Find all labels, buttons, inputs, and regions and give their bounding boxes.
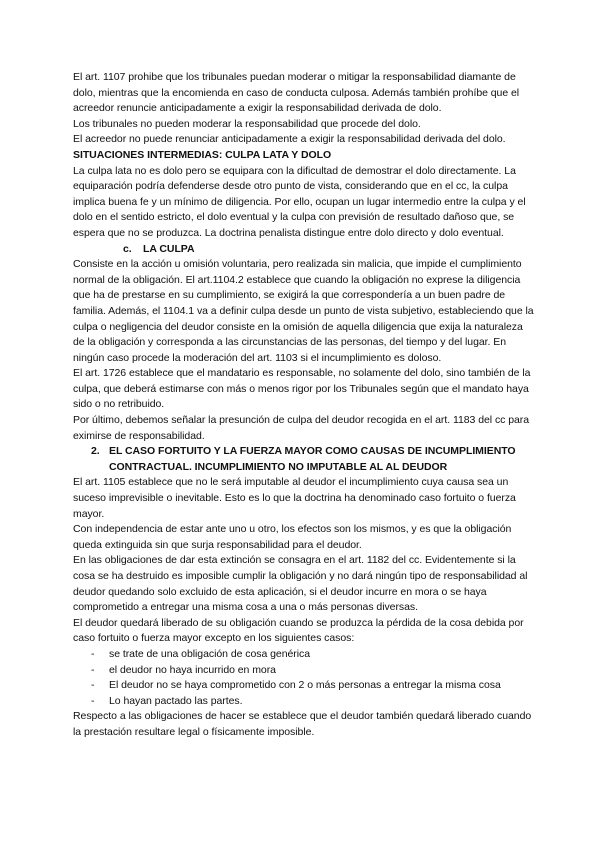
paragraph-tribunales: Los tribunales no pueden moderar la responsabilidad que procede del dolo.	[73, 117, 421, 130]
list-item-text: se trate de una obligación de cosa genérica	[109, 647, 310, 660]
paragraph-obligaciones-hacer: Respecto a las obligaciones de hacer se establece que el deudor también quedará liberado cuando la prestación resultare legal o físicamente imposible.	[73, 710, 532, 738]
heading-la-culpa-marker: c.	[123, 242, 132, 255]
dash-marker: -	[91, 679, 95, 692]
list-item	[73, 663, 534, 679]
paragraph-deudor-liberado: El deudor quedará liberado de su obligación cuando se produzca la pérdida de la cosa debida por caso fortuito o fuerza mayor excepto en los siguientes casos:	[73, 616, 524, 645]
paragraph-presuncion-culpa: Por último, debemos señalar la presunción de culpa del deudor recogida en el art. 1183 del cc para eximirse de responsabilidad.	[73, 414, 530, 442]
list-item-text: El deudor no se haya comprometido con 2 o más personas a entregar la misma cosa	[109, 679, 501, 692]
list-item	[73, 647, 534, 663]
heading-la-culpa	[73, 242, 534, 258]
paragraph-art-1107: El art. 1107 prohibe que los tribunales puedan moderar o mitigar la responsabilidad diamante de dolo, mientras que la encomienda en caso de conducta culposa. Además también prohíbe que el acreedor renuncie anticipadamente a exigir la responsabilidad derivada de dolo.	[73, 71, 520, 115]
heading-la-culpa-title: LA CULPA	[143, 242, 195, 255]
section-2-number: 2.	[91, 445, 100, 458]
dash-marker: -	[91, 694, 95, 707]
paragraph-art-1182: En las obligaciones de dar esta extinción se consagra en el art. 1182 del cc. Evidentemente si la cosa se ha destruido es imposible cumplir la obligación y no dará ningún tipo de responsabilidad al deudor quedando solo excluido de esta aplicación, si el deudor incurre en mora o se haya comprometido a entregar una misma cosa a una o más personas diversas.	[73, 554, 528, 614]
paragraph-art-1726: El art. 1726 establece que el mandatario es responsable, no solamente del dolo, sino también de la culpa, que deberá estimarse con más o menos rigor por los Tribunales según que el mandato haya sido o no retribuido.	[73, 367, 531, 411]
list-item-text: Lo hayan pactado las partes.	[109, 694, 243, 707]
paragraph-culpa-definicion: Consiste en la acción u omisión voluntaria, pero realizada sin malicia, que impide el cumplimiento normal de la obligación. El art.1104.2 establece que cuando la obligación no exprese la diligencia que ha de prestarse en su cumplimiento, se exigirá la que correspondería a un buen padre de familia. Además, el 1104.1 va a definir culpa desde un punto de vista subjetivo, estableciendo que la culpa o negligencia del deudor consiste en la omisión de aquella diligencia que exija la naturaleza de la obligación y corresponda a las circunstancias de las personas, del tiempo y del lugar. En ningún caso procede la moderación del art. 1103 si el incumplimiento es doloso.	[73, 258, 534, 364]
list-item-text: el deudor no haya incurrido en mora	[109, 663, 276, 676]
heading-situaciones-intermedias: SITUACIONES INTERMEDIAS: CULPA LATA Y DOLO	[73, 148, 332, 161]
exceptions-list	[73, 647, 534, 709]
paragraph-art-1105: El art. 1105 establece que no le será imputable al deudor el incumplimiento cuya causa sea un suceso imprevisible o inevitable. Esto es lo que la doctrina ha denominado caso fortuito o fuerza mayor.	[73, 476, 516, 520]
list-item	[73, 694, 534, 710]
heading-section-2	[73, 444, 534, 475]
dash-marker: -	[91, 647, 95, 660]
paragraph-acreedor: El acreedor no puede renunciar anticipadamente a exigir la responsabilidad derivada del dolo.	[73, 133, 506, 146]
section-2-title: EL CASO FORTUITO Y LA FUERZA MAYOR COMO CAUSAS DE INCUMPLIMIENTO CONTRACTUAL. INCUMPLIMIENTO NO IMPUTABLE AL AL DEUDOR	[109, 445, 516, 473]
paragraph-culpa-lata: La culpa lata no es dolo pero se equipara con la dificultad de demostrar el dolo directamente. La equiparación podría defenderse desde otro punto de vista, considerando que en el cc, la culpa implica buena fe y un mínimo de diligencia. Por ello, ocupan un lugar intermedio entre la culpa y el dolo en el sentido estricto, el dolo eventual y la culpa con previsión de resultado dañoso que, se espera que no se produzca. La doctrina penalista distingue entre dolo directo y dolo eventual.	[73, 164, 526, 239]
dash-marker: -	[91, 663, 95, 676]
paragraph-efectos: Con independencia de estar ante uno u otro, los efectos son los mismos, y es que la obligación queda extinguida sin que surja responsabilidad para el deudor.	[73, 523, 512, 551]
list-item	[73, 678, 534, 694]
